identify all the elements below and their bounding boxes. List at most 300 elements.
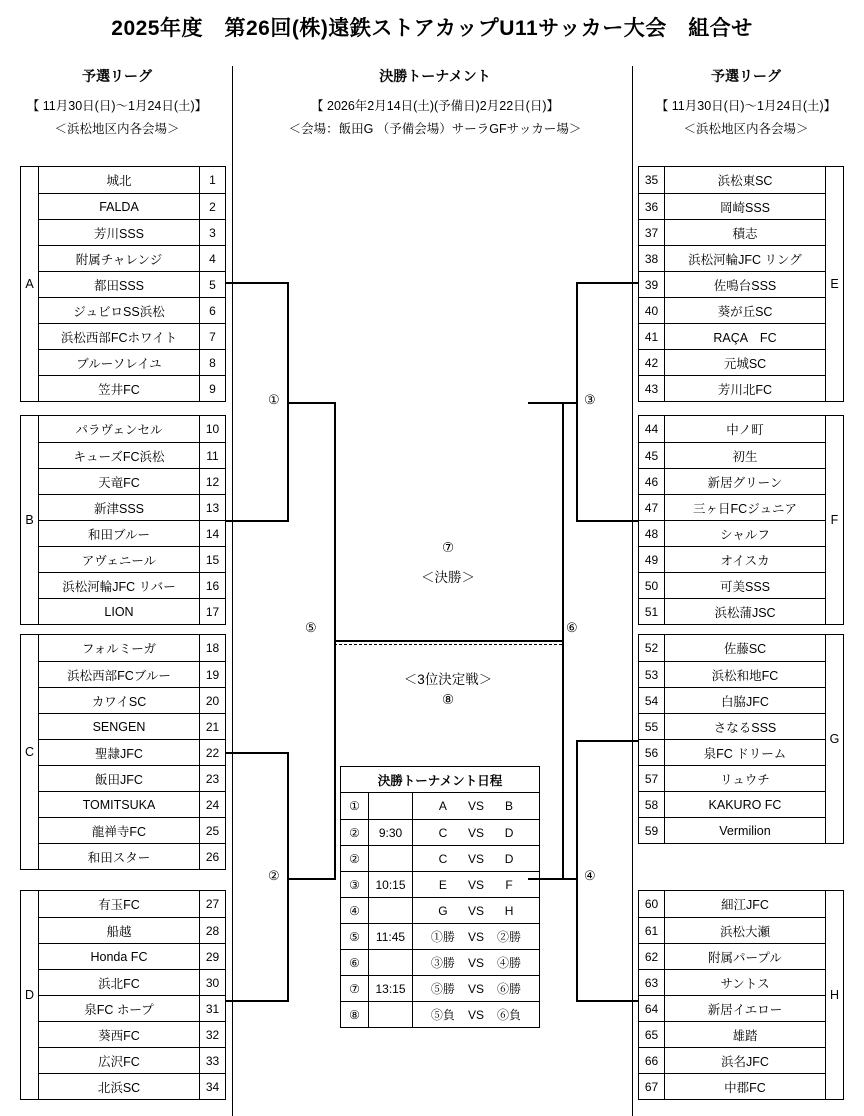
team-name: 浜松西部FCブルー	[67, 668, 171, 683]
table-row	[639, 245, 825, 271]
team-name: フォルミーガ	[81, 642, 157, 656]
page-title: 2025年度 第26回(株)遠鉄ストアカップU11サッカー大会 組合せ	[111, 17, 753, 40]
table-row	[639, 995, 825, 1021]
bracket-join-ef	[576, 282, 578, 522]
schedule-time: 11:45	[369, 924, 413, 949]
schedule-no: ⑦	[341, 976, 369, 1001]
separator-right	[632, 66, 633, 1116]
team-name: 天竜FC	[98, 475, 140, 490]
team-name: 附属パープル	[708, 950, 782, 965]
team-name: 細江JFC	[721, 898, 769, 912]
team-number: 25	[199, 818, 225, 843]
team-name: シャルフ	[720, 527, 770, 542]
team-number: 5	[199, 272, 225, 297]
table-row	[39, 546, 225, 572]
bracket-mark-4: ④	[584, 868, 596, 883]
separator-left	[232, 66, 233, 1116]
team-number: 19	[199, 662, 225, 687]
team-number: 9	[199, 376, 225, 401]
table-row	[39, 917, 225, 943]
table-row	[39, 271, 225, 297]
group-E-label: E	[825, 167, 843, 401]
team-number: 27	[199, 891, 225, 917]
team-name: 浜松西部FCホワイト	[60, 330, 178, 345]
team-name: 有玉FC	[98, 898, 140, 912]
bracket-line-cd-out	[287, 878, 335, 880]
team-number: 20	[199, 688, 225, 713]
schedule-team-b: ②勝	[497, 930, 522, 944]
team-number: 32	[199, 1022, 225, 1047]
right-dates: 【 11月30日(日)～1月24日(土)】	[655, 99, 837, 113]
schedule-match	[413, 976, 539, 1001]
team-number: 47	[639, 495, 665, 520]
team-number: 43	[639, 376, 665, 401]
team-name: 笠井FC	[98, 382, 140, 397]
team-number: 33	[199, 1048, 225, 1073]
team-name: 飯田JFC	[95, 772, 143, 787]
team-name: 新居イエロー	[707, 1002, 783, 1017]
team-number: 17	[199, 599, 225, 624]
team-name: 和田ブルー	[87, 527, 150, 542]
final-label: ＜決勝＞	[421, 570, 475, 585]
schedule-no: ④	[341, 898, 369, 923]
final-mark: ⑦	[441, 540, 455, 555]
team-number: 37	[639, 220, 665, 245]
table-row	[639, 416, 825, 442]
schedule-time	[369, 950, 413, 975]
table-row	[639, 1047, 825, 1073]
table-row	[639, 271, 825, 297]
team-number: 48	[639, 521, 665, 546]
team-number: 39	[639, 272, 665, 297]
team-number: 28	[199, 918, 225, 943]
middle-dates: 【 2026年2月14日(土)(予備日)2月22日(日)】	[311, 99, 559, 113]
team-name: 芳川北FC	[717, 382, 773, 397]
team-name: FALDA	[99, 199, 139, 214]
team-name: 中郡FC	[724, 1080, 766, 1095]
bracket-line-b	[226, 520, 288, 522]
table-row	[39, 661, 225, 687]
team-number: 61	[639, 918, 665, 943]
middle-column-header	[240, 66, 630, 137]
table-row	[639, 494, 825, 520]
team-number: 7	[199, 324, 225, 349]
team-number: 59	[639, 818, 665, 843]
schedule-team-a: ③勝	[430, 956, 455, 970]
team-name: 三ヶ日FCジュニア	[693, 501, 797, 516]
team-number: 35	[639, 167, 665, 193]
team-name: 城北	[106, 174, 132, 188]
team-number: 57	[639, 766, 665, 791]
table-row	[39, 1021, 225, 1047]
team-name: 広沢FC	[98, 1054, 140, 1069]
bracket-line-d	[226, 1000, 288, 1002]
team-name: TOMITSUKA	[82, 797, 156, 812]
group-C	[20, 634, 226, 870]
group-H	[638, 890, 844, 1100]
table-row	[639, 598, 825, 624]
team-name: 北浜SC	[97, 1080, 141, 1095]
team-name: 初生	[732, 449, 758, 464]
table-row	[639, 943, 825, 969]
schedule-row	[341, 845, 539, 871]
team-name: LION	[104, 604, 134, 619]
team-name: 佐鳴台SSS	[713, 278, 777, 293]
group-F-label: F	[825, 416, 843, 624]
schedule-team-a: ⑤勝	[430, 982, 455, 996]
team-number: 49	[639, 547, 665, 572]
schedule-team-b: ⑥勝	[497, 982, 522, 996]
table-row	[639, 167, 825, 193]
schedule-team-b: F	[505, 877, 513, 892]
schedule-team-b: D	[504, 825, 514, 840]
team-name: RAÇA FC	[713, 330, 777, 345]
table-row	[39, 843, 225, 869]
schedule-table	[340, 766, 540, 1028]
table-row	[39, 167, 225, 193]
right-heading: 予選リーグ	[711, 68, 781, 84]
team-name: パラヴェンセル	[75, 423, 163, 437]
schedule-no: ③	[341, 872, 369, 897]
team-number: 23	[199, 766, 225, 791]
team-number: 46	[639, 469, 665, 494]
schedule-row	[341, 819, 539, 845]
table-row	[39, 891, 225, 917]
schedule-time: 9:30	[369, 820, 413, 845]
group-B-label: B	[21, 416, 39, 624]
team-number: 42	[639, 350, 665, 375]
schedule-time	[369, 898, 413, 923]
team-number: 13	[199, 495, 225, 520]
team-name: 浜松和地FC	[711, 668, 779, 683]
schedule-row	[341, 871, 539, 897]
third-place-mark: ⑧	[441, 692, 455, 707]
team-number: 45	[639, 443, 665, 468]
team-name: 新津SSS	[93, 501, 144, 516]
team-name: 可美SSS	[719, 579, 770, 594]
group-B	[20, 415, 226, 625]
schedule-vs: VS	[467, 877, 484, 892]
table-row	[39, 349, 225, 375]
team-name: 葵西FC	[98, 1028, 140, 1043]
team-number: 63	[639, 970, 665, 995]
team-number: 44	[639, 416, 665, 442]
schedule-no: ⑤	[341, 924, 369, 949]
team-number: 52	[639, 635, 665, 661]
schedule-match	[413, 820, 539, 845]
table-row	[39, 520, 225, 546]
schedule-time	[369, 793, 413, 819]
schedule-no: ②	[341, 846, 369, 871]
schedule-vs: VS	[467, 851, 484, 866]
team-name: 白脇JFC	[721, 694, 769, 709]
team-number: 62	[639, 944, 665, 969]
schedule-team-a: E	[438, 877, 447, 892]
bracket-line-ef-out	[528, 402, 576, 404]
team-name: 浜松蒲JSC	[714, 605, 776, 620]
schedule-row	[341, 923, 539, 949]
team-name: アヴェニール	[81, 553, 157, 568]
team-number: 60	[639, 891, 665, 917]
table-row	[639, 791, 825, 817]
table-row	[39, 739, 225, 765]
group-E	[638, 166, 844, 402]
team-name: 岡崎SSS	[719, 200, 770, 215]
schedule-time: 10:15	[369, 872, 413, 897]
team-name: 積志	[732, 226, 758, 241]
team-name: 葵が丘SC	[717, 304, 773, 319]
table-row	[639, 219, 825, 245]
table-row	[639, 349, 825, 375]
group-A	[20, 166, 226, 402]
table-row	[39, 416, 225, 442]
group-F	[638, 415, 844, 625]
table-row	[639, 1073, 825, 1099]
schedule-match	[413, 793, 539, 819]
team-number: 2	[199, 194, 225, 219]
schedule-team-b: D	[504, 851, 514, 866]
table-row	[39, 245, 225, 271]
table-row	[639, 739, 825, 765]
group-D	[20, 890, 226, 1100]
team-number: 1	[199, 167, 225, 193]
bracket-line-g	[576, 740, 638, 742]
table-row	[639, 193, 825, 219]
column-headers	[0, 66, 864, 162]
table-row	[639, 375, 825, 401]
team-number: 31	[199, 996, 225, 1021]
team-name: SENGEN	[92, 719, 146, 734]
table-row	[39, 765, 225, 791]
team-name: 雄踏	[732, 1028, 758, 1043]
team-name: 浜北FC	[98, 976, 140, 991]
team-name: Honda FC	[90, 949, 148, 964]
team-name: 浜松東SC	[717, 174, 773, 188]
team-number: 16	[199, 573, 225, 598]
team-number: 40	[639, 298, 665, 323]
team-number: 55	[639, 714, 665, 739]
team-number: 8	[199, 350, 225, 375]
table-row	[39, 219, 225, 245]
team-name: 都田SSS	[93, 278, 144, 293]
team-number: 50	[639, 573, 665, 598]
table-row	[639, 969, 825, 995]
team-number: 15	[199, 547, 225, 572]
team-number: 14	[199, 521, 225, 546]
table-row	[39, 193, 225, 219]
bracket-join-cd	[287, 752, 289, 1002]
team-name: キューズFC浜松	[73, 449, 165, 464]
team-name: 元城SC	[723, 356, 767, 371]
group-G-label: G	[825, 635, 843, 843]
table-row	[639, 917, 825, 943]
team-name: 浜名JFC	[721, 1054, 769, 1069]
table-row	[639, 765, 825, 791]
team-number: 41	[639, 324, 665, 349]
schedule-team-b: ④勝	[497, 956, 522, 970]
table-row	[639, 1021, 825, 1047]
team-name: KAKURO FC	[708, 797, 782, 812]
team-name: 新居グリーン	[707, 475, 783, 490]
team-number: 53	[639, 662, 665, 687]
bracket-join-gh	[576, 740, 578, 1002]
schedule-no: ①	[341, 793, 369, 819]
team-name: ブルーソレイユ	[76, 356, 162, 371]
table-row	[639, 546, 825, 572]
schedule-row	[341, 949, 539, 975]
middle-venue: ＜会場：飯田G （予備会場）サーラGFサッカー場＞	[288, 122, 582, 136]
schedule-team-a: G	[438, 903, 448, 918]
team-name: 船越	[106, 924, 132, 939]
right-column-header	[636, 66, 856, 137]
schedule-time: 13:15	[369, 976, 413, 1001]
team-number: 56	[639, 740, 665, 765]
bracket-mark-3: ③	[584, 392, 596, 407]
team-name: 浜松河輪JFC リング	[688, 252, 802, 267]
schedule-row	[341, 975, 539, 1001]
table-row	[639, 323, 825, 349]
team-number: 30	[199, 970, 225, 995]
right-venue: ＜浜松地区内各会場＞	[683, 122, 809, 136]
team-number: 4	[199, 246, 225, 271]
table-row	[639, 442, 825, 468]
team-number: 3	[199, 220, 225, 245]
bracket-mark-6: ⑥	[566, 620, 578, 635]
schedule-match	[413, 950, 539, 975]
schedule-vs: VS	[467, 903, 484, 918]
table-row	[39, 572, 225, 598]
team-name: Vermilion	[719, 823, 771, 838]
schedule-vs: VS	[467, 929, 484, 944]
team-name: サントス	[720, 976, 770, 991]
team-number: 21	[199, 714, 225, 739]
schedule-row	[341, 897, 539, 923]
table-row	[639, 817, 825, 843]
schedule-vs: VS	[467, 1007, 484, 1022]
schedule-time	[369, 1002, 413, 1027]
team-number: 65	[639, 1022, 665, 1047]
team-number: 26	[199, 844, 225, 869]
left-venue: ＜浜松地区内各会場＞	[54, 122, 180, 136]
table-row	[639, 713, 825, 739]
team-number: 10	[199, 416, 225, 442]
team-name: 龍禅寺FC	[91, 824, 147, 839]
group-A-label: A	[21, 167, 39, 401]
table-row	[39, 969, 225, 995]
left-column-header	[8, 66, 226, 137]
table-row	[639, 572, 825, 598]
team-number: 22	[199, 740, 225, 765]
team-name: 泉FC ドリーム	[703, 746, 787, 761]
table-row	[39, 635, 225, 661]
group-D-label: D	[21, 891, 39, 1099]
team-name: 芳川SSS	[93, 226, 144, 241]
team-name: さなるSSS	[713, 720, 777, 735]
table-row	[639, 520, 825, 546]
table-row	[39, 1047, 225, 1073]
team-number: 54	[639, 688, 665, 713]
schedule-row	[341, 1001, 539, 1027]
schedule-match	[413, 898, 539, 923]
table-row	[39, 598, 225, 624]
table-row	[39, 713, 225, 739]
team-number: 24	[199, 792, 225, 817]
bracket-mark-5: ⑤	[305, 620, 317, 635]
schedule-no: ②	[341, 820, 369, 845]
team-name: カワイSC	[91, 694, 147, 709]
team-number: 12	[199, 469, 225, 494]
team-number: 36	[639, 194, 665, 219]
team-number: 38	[639, 246, 665, 271]
schedule-no: ⑧	[341, 1002, 369, 1027]
schedule-team-a: ⑤負	[430, 1008, 455, 1022]
team-name: 中ノ町	[726, 423, 764, 437]
table-row	[39, 995, 225, 1021]
table-row	[39, 375, 225, 401]
team-name: 附属チャレンジ	[75, 252, 163, 267]
table-row	[39, 468, 225, 494]
table-row	[39, 791, 225, 817]
table-row	[639, 635, 825, 661]
team-name: 泉FC ホープ	[84, 1002, 154, 1017]
table-row	[39, 442, 225, 468]
table-row	[39, 323, 225, 349]
schedule-vs: VS	[467, 799, 484, 813]
team-number: 18	[199, 635, 225, 661]
table-row	[39, 494, 225, 520]
schedule-team-a: C	[438, 851, 448, 866]
left-heading: 予選リーグ	[82, 68, 152, 84]
bracket-mark-1: ①	[268, 392, 280, 407]
team-name: 聖隷JFC	[95, 746, 143, 761]
schedule-team-a: ①勝	[430, 930, 455, 944]
team-name: ジュビロSS浜松	[73, 304, 165, 319]
schedule-match	[413, 924, 539, 949]
schedule-no: ⑥	[341, 950, 369, 975]
table-row	[39, 817, 225, 843]
schedule-team-b: ⑥負	[497, 1008, 522, 1022]
team-number: 11	[199, 443, 225, 468]
third-place-line	[334, 644, 562, 645]
schedule-row	[341, 793, 539, 819]
group-C-label: C	[21, 635, 39, 869]
team-number: 34	[199, 1074, 225, 1099]
schedule-vs: VS	[467, 955, 484, 970]
schedule-time	[369, 846, 413, 871]
schedule-team-a: A	[438, 799, 447, 813]
team-number: 66	[639, 1048, 665, 1073]
bracket-line-f	[576, 520, 638, 522]
group-H-label: H	[825, 891, 843, 1099]
schedule-match	[413, 846, 539, 871]
third-place-label: ＜3位決定戦＞	[403, 672, 493, 687]
left-dates: 【 11月30日(日)～1月24日(土)】	[26, 99, 208, 113]
table-row	[39, 1073, 225, 1099]
table-row	[39, 943, 225, 969]
schedule-team-a: C	[438, 825, 448, 840]
schedule-team-b: B	[505, 799, 514, 813]
bracket-line-ab-out	[287, 402, 335, 404]
table-row	[639, 297, 825, 323]
team-name: 浜松大瀬	[719, 924, 770, 939]
schedule-match	[413, 872, 539, 897]
bracket-line-a	[226, 282, 288, 284]
team-number: 29	[199, 944, 225, 969]
team-number: 6	[199, 298, 225, 323]
bracket-line-e	[576, 282, 638, 284]
schedule-team-b: H	[504, 903, 514, 918]
middle-heading: 決勝トーナメント	[379, 68, 491, 84]
